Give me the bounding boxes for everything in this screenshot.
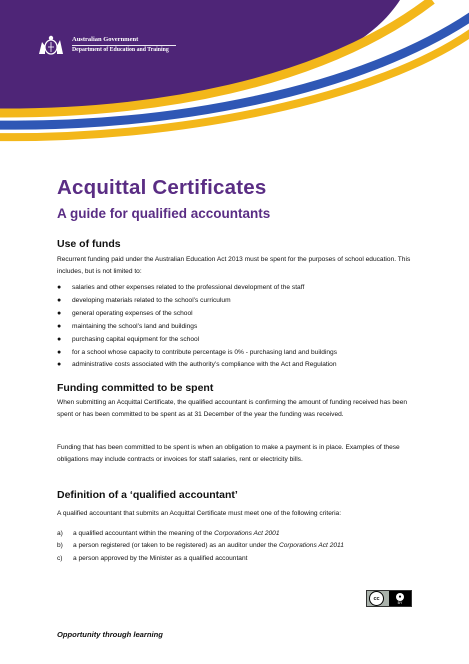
criteria-text bbox=[73, 540, 344, 552]
coat-of-arms-icon bbox=[36, 34, 66, 56]
criteria-label: a) bbox=[57, 530, 63, 537]
list-item bbox=[57, 334, 427, 347]
act-name: Corporations Act 2011 bbox=[279, 542, 344, 550]
bullet-icon: ● bbox=[57, 348, 62, 356]
funding-committed-para2: Funding that has been committed to be spent is when an obligation to make a payment is in place. Examples of these obligations may include contracts or invoices for staff salaries, rent or electricity bills. bbox=[57, 444, 400, 464]
person-icon: ● bbox=[396, 593, 404, 601]
bullet-icon: ● bbox=[57, 335, 62, 343]
list-item-text: purchasing capital equipment for the school bbox=[72, 335, 200, 343]
section-heading-funding-committed: Funding committed to be spent bbox=[57, 382, 214, 394]
list-item bbox=[57, 282, 427, 295]
section-heading-use-of-funds: Use of funds bbox=[57, 238, 121, 250]
section-heading-definition: Definition of a ‘qualified accountant’ bbox=[57, 489, 238, 501]
criteria-item bbox=[57, 553, 427, 565]
use-of-funds-list bbox=[57, 282, 427, 372]
criteria-text bbox=[73, 528, 280, 540]
department-name: Department of Education and Training bbox=[72, 47, 169, 53]
list-item-text: salaries and other expenses related to the professional development of the staff bbox=[72, 284, 305, 291]
list-item-text: general operating expenses of the school bbox=[72, 309, 193, 317]
criteria-list bbox=[57, 528, 427, 565]
logo-divider bbox=[72, 45, 176, 46]
footer-tagline: Opportunity through learning bbox=[57, 630, 163, 639]
bullet-icon: ● bbox=[57, 296, 62, 304]
gov-name: Australian Government bbox=[72, 36, 139, 43]
government-logo bbox=[36, 34, 176, 56]
creative-commons-by-icon bbox=[366, 590, 412, 607]
bullet-icon: ● bbox=[57, 284, 62, 291]
criteria-text-plain: a person approved by the Minister as a qualified accountant bbox=[73, 554, 248, 562]
header-banner bbox=[0, 0, 469, 150]
list-item bbox=[57, 308, 427, 321]
by-icon bbox=[389, 591, 411, 606]
definition-intro: A qualified accountant that submits an Acquittal Certificate must meet one of the following criteria: bbox=[57, 510, 342, 517]
list-item-text: developing materials related to the school’s curriculum bbox=[72, 296, 231, 304]
criteria-label: c) bbox=[57, 554, 63, 562]
criteria-item bbox=[57, 528, 427, 540]
criteria-item bbox=[57, 540, 427, 552]
list-item-text: for a school whose capacity to contribute percentage is 0% - purchasing land and buildings bbox=[72, 348, 338, 356]
criteria-text bbox=[73, 553, 247, 565]
cc-icon: cc bbox=[369, 591, 384, 606]
page-title: Acquittal Certificates bbox=[57, 176, 267, 199]
list-item bbox=[57, 295, 427, 308]
bullet-icon: ● bbox=[57, 309, 62, 317]
list-item-text: administrative costs associated with the authority’s compliance with the Act and Regulation bbox=[72, 361, 337, 369]
list-item-text: maintaining the school’s land and buildings bbox=[72, 322, 198, 330]
bullet-icon: ● bbox=[57, 322, 62, 330]
funding-committed-para1: When submitting an Acquittal Certificate, the qualified accountant is confirming the amount of funding received has been spent or has been committed to be spent as at 31 December of the year the funding was received. bbox=[57, 399, 408, 419]
criteria-label: b) bbox=[57, 542, 63, 550]
criteria-text-plain: a qualified accountant within the meaning of the bbox=[73, 530, 215, 537]
list-item bbox=[57, 359, 427, 372]
page-subtitle: A guide for qualified accountants bbox=[57, 206, 271, 221]
bullet-icon: ● bbox=[57, 361, 62, 369]
list-item bbox=[57, 321, 427, 334]
act-name: Corporations Act 2001 bbox=[214, 530, 280, 537]
list-item bbox=[57, 347, 427, 360]
use-of-funds-intro: Recurrent funding paid under the Australian Education Act 2013 must be spent for the purposes of school education. This includes, but is not limited to: bbox=[57, 256, 411, 276]
by-label: BY bbox=[397, 600, 403, 605]
criteria-text-plain: a person registered (or taken to be registered) as an auditor under the bbox=[73, 542, 279, 550]
